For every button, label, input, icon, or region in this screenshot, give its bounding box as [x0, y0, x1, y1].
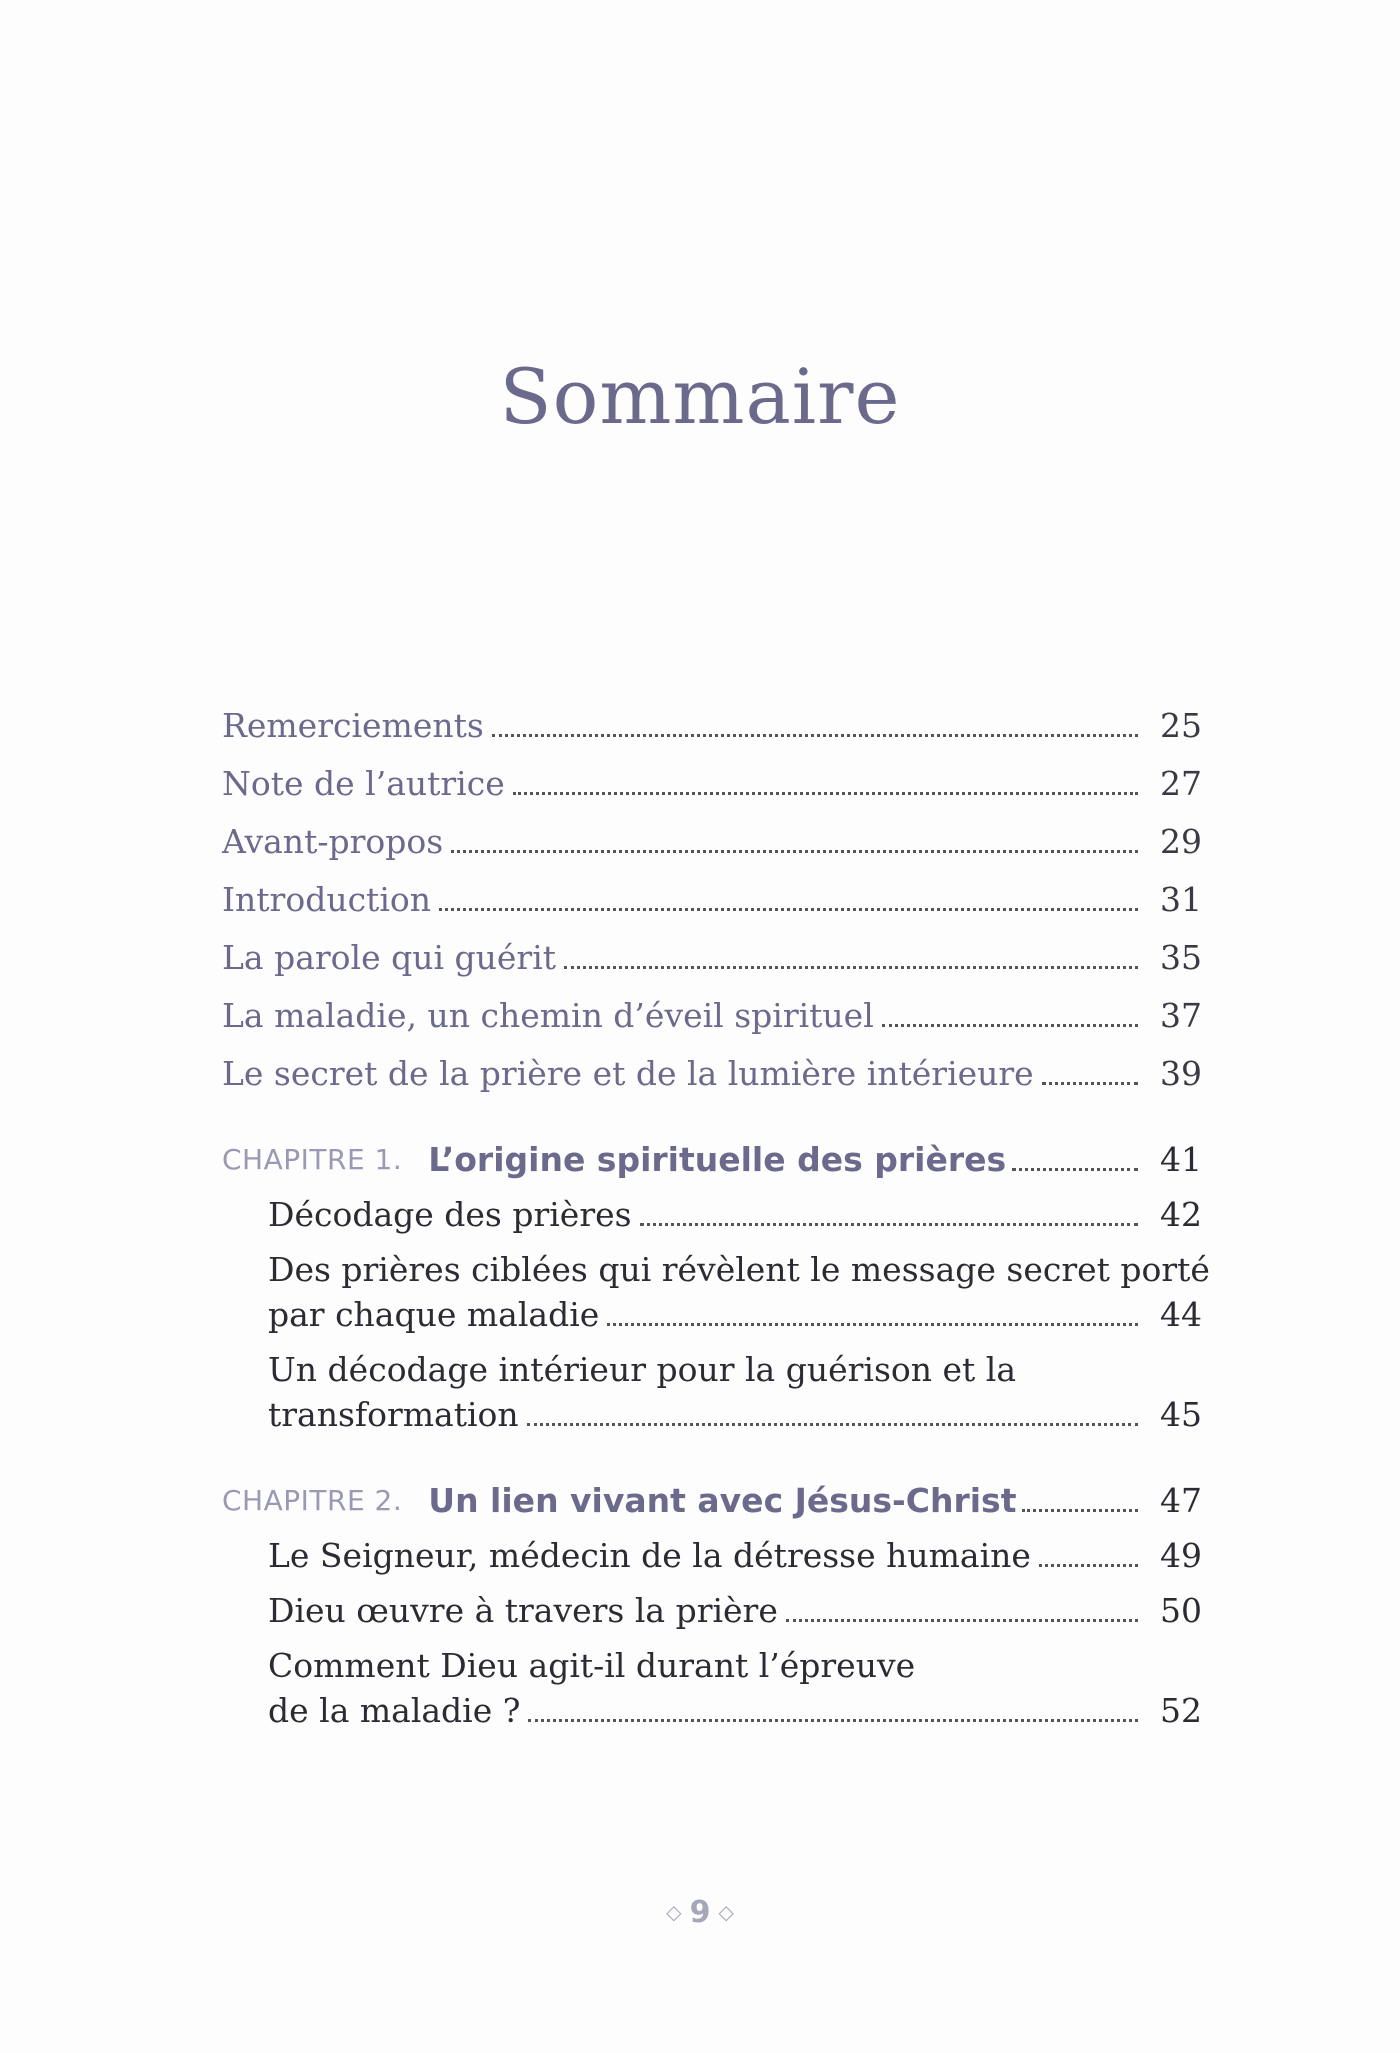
toc-page-number: 39 — [1160, 1054, 1202, 1093]
spacer — [222, 1523, 1202, 1533]
leader-dots — [1042, 1082, 1138, 1085]
chapter-title: L’origine spirituelle des prières — [428, 1140, 1007, 1179]
toc-entry-label: de la maladie ? — [268, 1691, 521, 1730]
toc-section-decodage-interieur[interactable] — [222, 1347, 1202, 1437]
leader-dots — [1039, 1564, 1138, 1567]
toc-page-number: 27 — [1160, 764, 1202, 803]
toc-entry-label: Avant-propos — [222, 822, 444, 861]
diamond-ornament-icon: ◇ — [718, 1899, 734, 1924]
leader-dots — [564, 966, 1138, 969]
toc-entry-label-line: Comment Dieu agit-il durant l’épreuve — [268, 1646, 916, 1685]
toc-page-number: 42 — [1160, 1195, 1202, 1234]
leader-dots — [527, 1423, 1138, 1426]
page-number: 9 — [689, 1895, 711, 1930]
spacer — [222, 1096, 1202, 1124]
toc-entry-label: Le secret de la prière et de la lumière intérieure — [222, 1054, 1034, 1093]
toc-page-number: 50 — [1160, 1591, 1202, 1630]
toc-entry-label: Dieu œuvre à travers la prière — [268, 1591, 778, 1630]
toc-entry-label: transformation — [268, 1395, 519, 1434]
toc-entry-label: par chaque maladie — [268, 1295, 600, 1334]
toc-entry-label: La parole qui guérit — [222, 938, 557, 977]
toc-section-dieu-oeuvre[interactable] — [222, 1588, 1202, 1633]
diamond-ornament-icon: ◇ — [666, 1899, 682, 1924]
toc-entry-label: Décodage des prières — [268, 1195, 632, 1234]
toc-chapter-2[interactable] — [222, 1465, 1202, 1523]
toc-section-decodage[interactable] — [222, 1192, 1202, 1237]
leader-dots — [439, 908, 1138, 911]
toc-entry-remerciements[interactable] — [222, 690, 1202, 748]
spacer — [222, 1182, 1202, 1192]
spacer — [222, 1437, 1202, 1465]
leader-dots — [1022, 1509, 1138, 1512]
spacer — [222, 1337, 1202, 1347]
toc-entry-parole[interactable] — [222, 922, 1202, 980]
toc-entry-label-line: Un décodage intérieur pour la guérison et la — [268, 1350, 1016, 1389]
toc-page-number: 25 — [1160, 706, 1202, 745]
toc-entry-label: Remerciements — [222, 706, 484, 745]
toc-page-number: 44 — [1160, 1295, 1202, 1334]
toc-entry-last-line — [268, 1688, 1202, 1733]
toc-chapter-1[interactable] — [222, 1124, 1202, 1182]
page-number-footer — [0, 1895, 1400, 1930]
toc-page-number: 49 — [1160, 1536, 1202, 1575]
leader-dots — [1012, 1168, 1138, 1171]
leader-dots — [451, 850, 1138, 853]
spacer — [222, 1237, 1202, 1247]
toc-entry-introduction[interactable] — [222, 864, 1202, 922]
chapter-number: CHAPITRE 2. — [222, 1484, 403, 1517]
table-of-contents — [222, 690, 1210, 1733]
toc-entry-label: Le Seigneur, médecin de la détresse humaine — [268, 1536, 1031, 1575]
leader-dots — [640, 1223, 1138, 1226]
toc-entry-label: La maladie, un chemin d’éveil spirituel — [222, 996, 874, 1035]
toc-entry-secret[interactable] — [222, 1038, 1202, 1096]
leader-dots — [786, 1619, 1138, 1622]
leader-dots — [607, 1323, 1138, 1326]
toc-section-prieres-ciblees[interactable] — [222, 1247, 1210, 1337]
toc-page-number: 45 — [1160, 1395, 1202, 1434]
page-title: Sommaire — [499, 352, 901, 441]
leader-dots — [882, 1024, 1138, 1027]
leader-dots — [513, 792, 1138, 795]
leader-dots — [528, 1719, 1138, 1722]
toc-entry-label: Note de l’autrice — [222, 764, 505, 803]
toc-entry-label: Introduction — [222, 880, 431, 919]
leader-dots — [492, 734, 1138, 737]
toc-section-comment-dieu[interactable] — [222, 1643, 1202, 1733]
toc-page-number: 31 — [1160, 880, 1202, 919]
toc-entry-last-line — [268, 1292, 1202, 1337]
toc-page-number: 29 — [1160, 822, 1202, 861]
toc-page-number: 35 — [1160, 938, 1202, 977]
spacer — [222, 1578, 1202, 1588]
toc-entry-last-line — [268, 1392, 1202, 1437]
toc-entry-maladie[interactable] — [222, 980, 1202, 1038]
chapter-number: CHAPITRE 1. — [222, 1143, 403, 1176]
toc-entry-note-autrice[interactable] — [222, 748, 1202, 806]
toc-page-number: 47 — [1160, 1481, 1202, 1520]
toc-page-number: 52 — [1160, 1691, 1202, 1730]
toc-section-seigneur[interactable] — [222, 1533, 1202, 1578]
toc-page-number: 41 — [1160, 1140, 1202, 1179]
spacer — [222, 1633, 1202, 1643]
toc-entry-label-line: Des prières ciblées qui révèlent le message secret porté — [268, 1250, 1210, 1289]
chapter-title: Un lien vivant avec Jésus-Christ — [428, 1481, 1017, 1520]
toc-entry-avant-propos[interactable] — [222, 806, 1202, 864]
toc-page-number: 37 — [1160, 996, 1202, 1035]
